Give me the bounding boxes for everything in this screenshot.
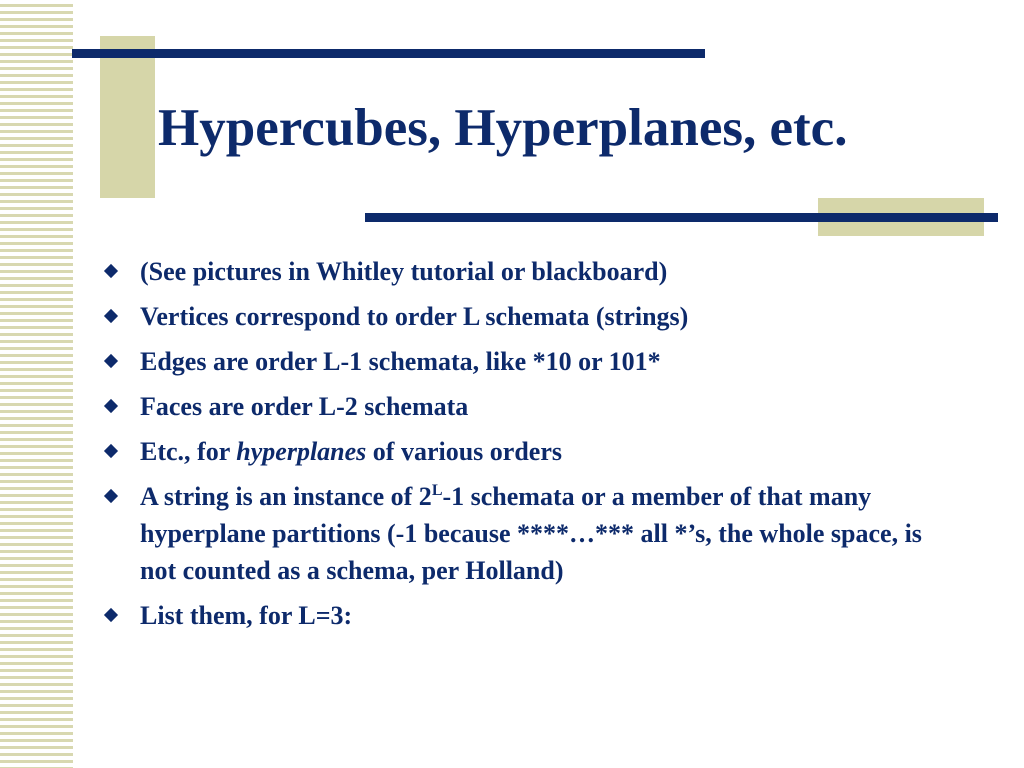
- bullet-list: [104, 253, 964, 642]
- decorative-stripe-bar: [0, 0, 73, 768]
- bullet-text: (See pictures in Whitley tutorial or blackboard): [140, 257, 668, 286]
- bullet-item: [104, 478, 964, 589]
- diamond-bullet-icon: [104, 444, 118, 458]
- bullet-text: Edges are order L-1 schemata, like *10 or 101*: [140, 347, 661, 376]
- diamond-bullet-icon: [104, 608, 118, 622]
- bullet-item: [104, 298, 964, 335]
- bullet-text: Faces are order L-2 schemata: [140, 392, 469, 421]
- bullet-emphasis: hyperplanes: [236, 437, 367, 466]
- bullet-item: [104, 597, 964, 634]
- decorative-block-left: [100, 36, 155, 198]
- diamond-bullet-icon: [104, 264, 118, 278]
- bullet-item: [104, 343, 964, 380]
- bullet-text-after: of various orders: [366, 437, 562, 466]
- diamond-bullet-icon: [104, 399, 118, 413]
- bullet-text-after: -1 schemata or a member of that many hyperplane partitions (-1 because ****…*** all *’s, the whole space, is not counted as a schema, per Holland): [140, 482, 922, 585]
- diamond-bullet-icon: [104, 309, 118, 323]
- diamond-bullet-icon: [104, 489, 118, 503]
- bullet-text-before: Etc., for: [140, 437, 237, 466]
- bullet-item: [104, 433, 964, 470]
- bullet-text: Vertices correspond to order L schemata (strings): [140, 302, 689, 331]
- bullet-text-before: A string is an instance of 2: [140, 482, 432, 511]
- decorative-line-bottom: [365, 213, 998, 222]
- slide-title: Hypercubes, Hyperplanes, etc.: [158, 99, 848, 157]
- bullet-superscript: L: [431, 482, 443, 499]
- bullet-text: List them, for L=3:: [140, 601, 353, 630]
- decorative-line-top: [72, 49, 705, 58]
- diamond-bullet-icon: [104, 354, 118, 368]
- bullet-item: [104, 388, 964, 425]
- bullet-item: [104, 253, 964, 290]
